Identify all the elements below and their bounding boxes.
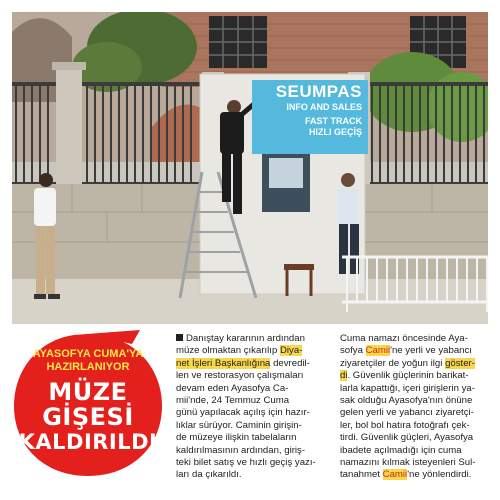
article-line: sak olduğu Ayasofya'nın önüne: [340, 395, 473, 407]
highlighted-text: göster-: [445, 357, 475, 369]
article-line: [176, 358, 324, 370]
kiosk-sign-line-3: HIZLI GEÇİŞ: [308, 127, 362, 137]
article-line: teki bilet satış ve hızlı geçiş yazı-: [176, 457, 316, 469]
article-line: Cuma namazı öncesinde Aya-: [340, 333, 468, 344]
article-line: [176, 333, 324, 345]
highlighted-text: Camii: [365, 345, 391, 357]
article-column-2: [340, 333, 488, 482]
article-line: [176, 345, 324, 357]
article-line: ları da çıkarıldı.: [176, 469, 242, 481]
article-line: [340, 358, 488, 370]
article-line: [340, 370, 488, 382]
article-text: sofya: [340, 345, 366, 357]
article-text: . Güvenlik güçlerinin barikat-: [347, 370, 469, 382]
article-line: ler, bol bol hatıra fotoğrafı çek-: [340, 419, 470, 431]
article-line: len ve restorasyon çalışmaları: [176, 370, 304, 382]
highlighted-text: di: [340, 370, 348, 382]
article-line: ibadete açılmadığı için cuma: [340, 444, 462, 456]
headline-kicker-line-1: AYASOFYA CUMA'YA: [32, 348, 144, 360]
article-line: günü yapılacak açılış için hazır-: [176, 407, 310, 419]
article-line: lıklar sürüyor. Caminin girişin-: [176, 419, 302, 431]
kiosk-sign-line-1: INFO AND SALES: [286, 102, 362, 112]
article-text: müze olmaktan çıkarılıp: [176, 345, 280, 357]
article-line: larla kapattığı, içeri girişlerin ya-: [340, 382, 475, 394]
kiosk-sign: [252, 80, 368, 154]
highlighted-text: net İşleri Başkanlığına: [176, 357, 271, 369]
article-text: Danıştay kararının ardından: [186, 333, 305, 344]
article-line: mii'nde, 24 Temmuz Cuma: [176, 395, 290, 407]
article-line: devam eden Ayasofya Ca-: [176, 382, 289, 394]
headline-title-line-3: KALDIRILDI: [18, 430, 158, 454]
highlighted-text: Diya-: [279, 345, 303, 357]
article-line: tirdi. Güvenlik güçleri, Ayasofya: [340, 432, 474, 444]
kiosk-sign-line-2: FAST TRACK: [305, 116, 362, 126]
news-photo: [12, 12, 488, 324]
article-text: 'ne yerli ve yabancı: [390, 345, 472, 357]
article-text: 'ne yönlendirdi.: [407, 469, 472, 481]
article-text: tanahmet: [340, 469, 383, 481]
bullet-square-icon: [176, 334, 183, 341]
article-line: [340, 345, 488, 357]
kiosk-sign-brand: SEUMPAS: [275, 82, 362, 101]
article-column-1: [176, 333, 324, 482]
article-line: namazını kılmak isteyenleri Sul-: [340, 457, 476, 469]
photo-scene: [12, 12, 488, 324]
article-line: de müzeye ilişkin tabelaların: [176, 432, 297, 444]
headline-title-line-2: GİŞESİ: [42, 403, 134, 431]
article-line: kaldırılmasının ardından, giriş-: [176, 444, 306, 456]
article-text: devredil-: [270, 357, 310, 369]
article-line: [340, 469, 488, 481]
article-line: gelen yerli ve yabancı ziyaretçi-: [340, 407, 474, 419]
highlighted-text: Camii: [382, 469, 408, 481]
article-text: ziyaretçiler de yoğun ilgi: [340, 357, 446, 369]
headline-title-line-1: MÜZE: [48, 378, 128, 406]
headline-kicker-line-2: HAZIRLANIYOR: [46, 361, 130, 373]
headline-balloon: [12, 330, 164, 480]
